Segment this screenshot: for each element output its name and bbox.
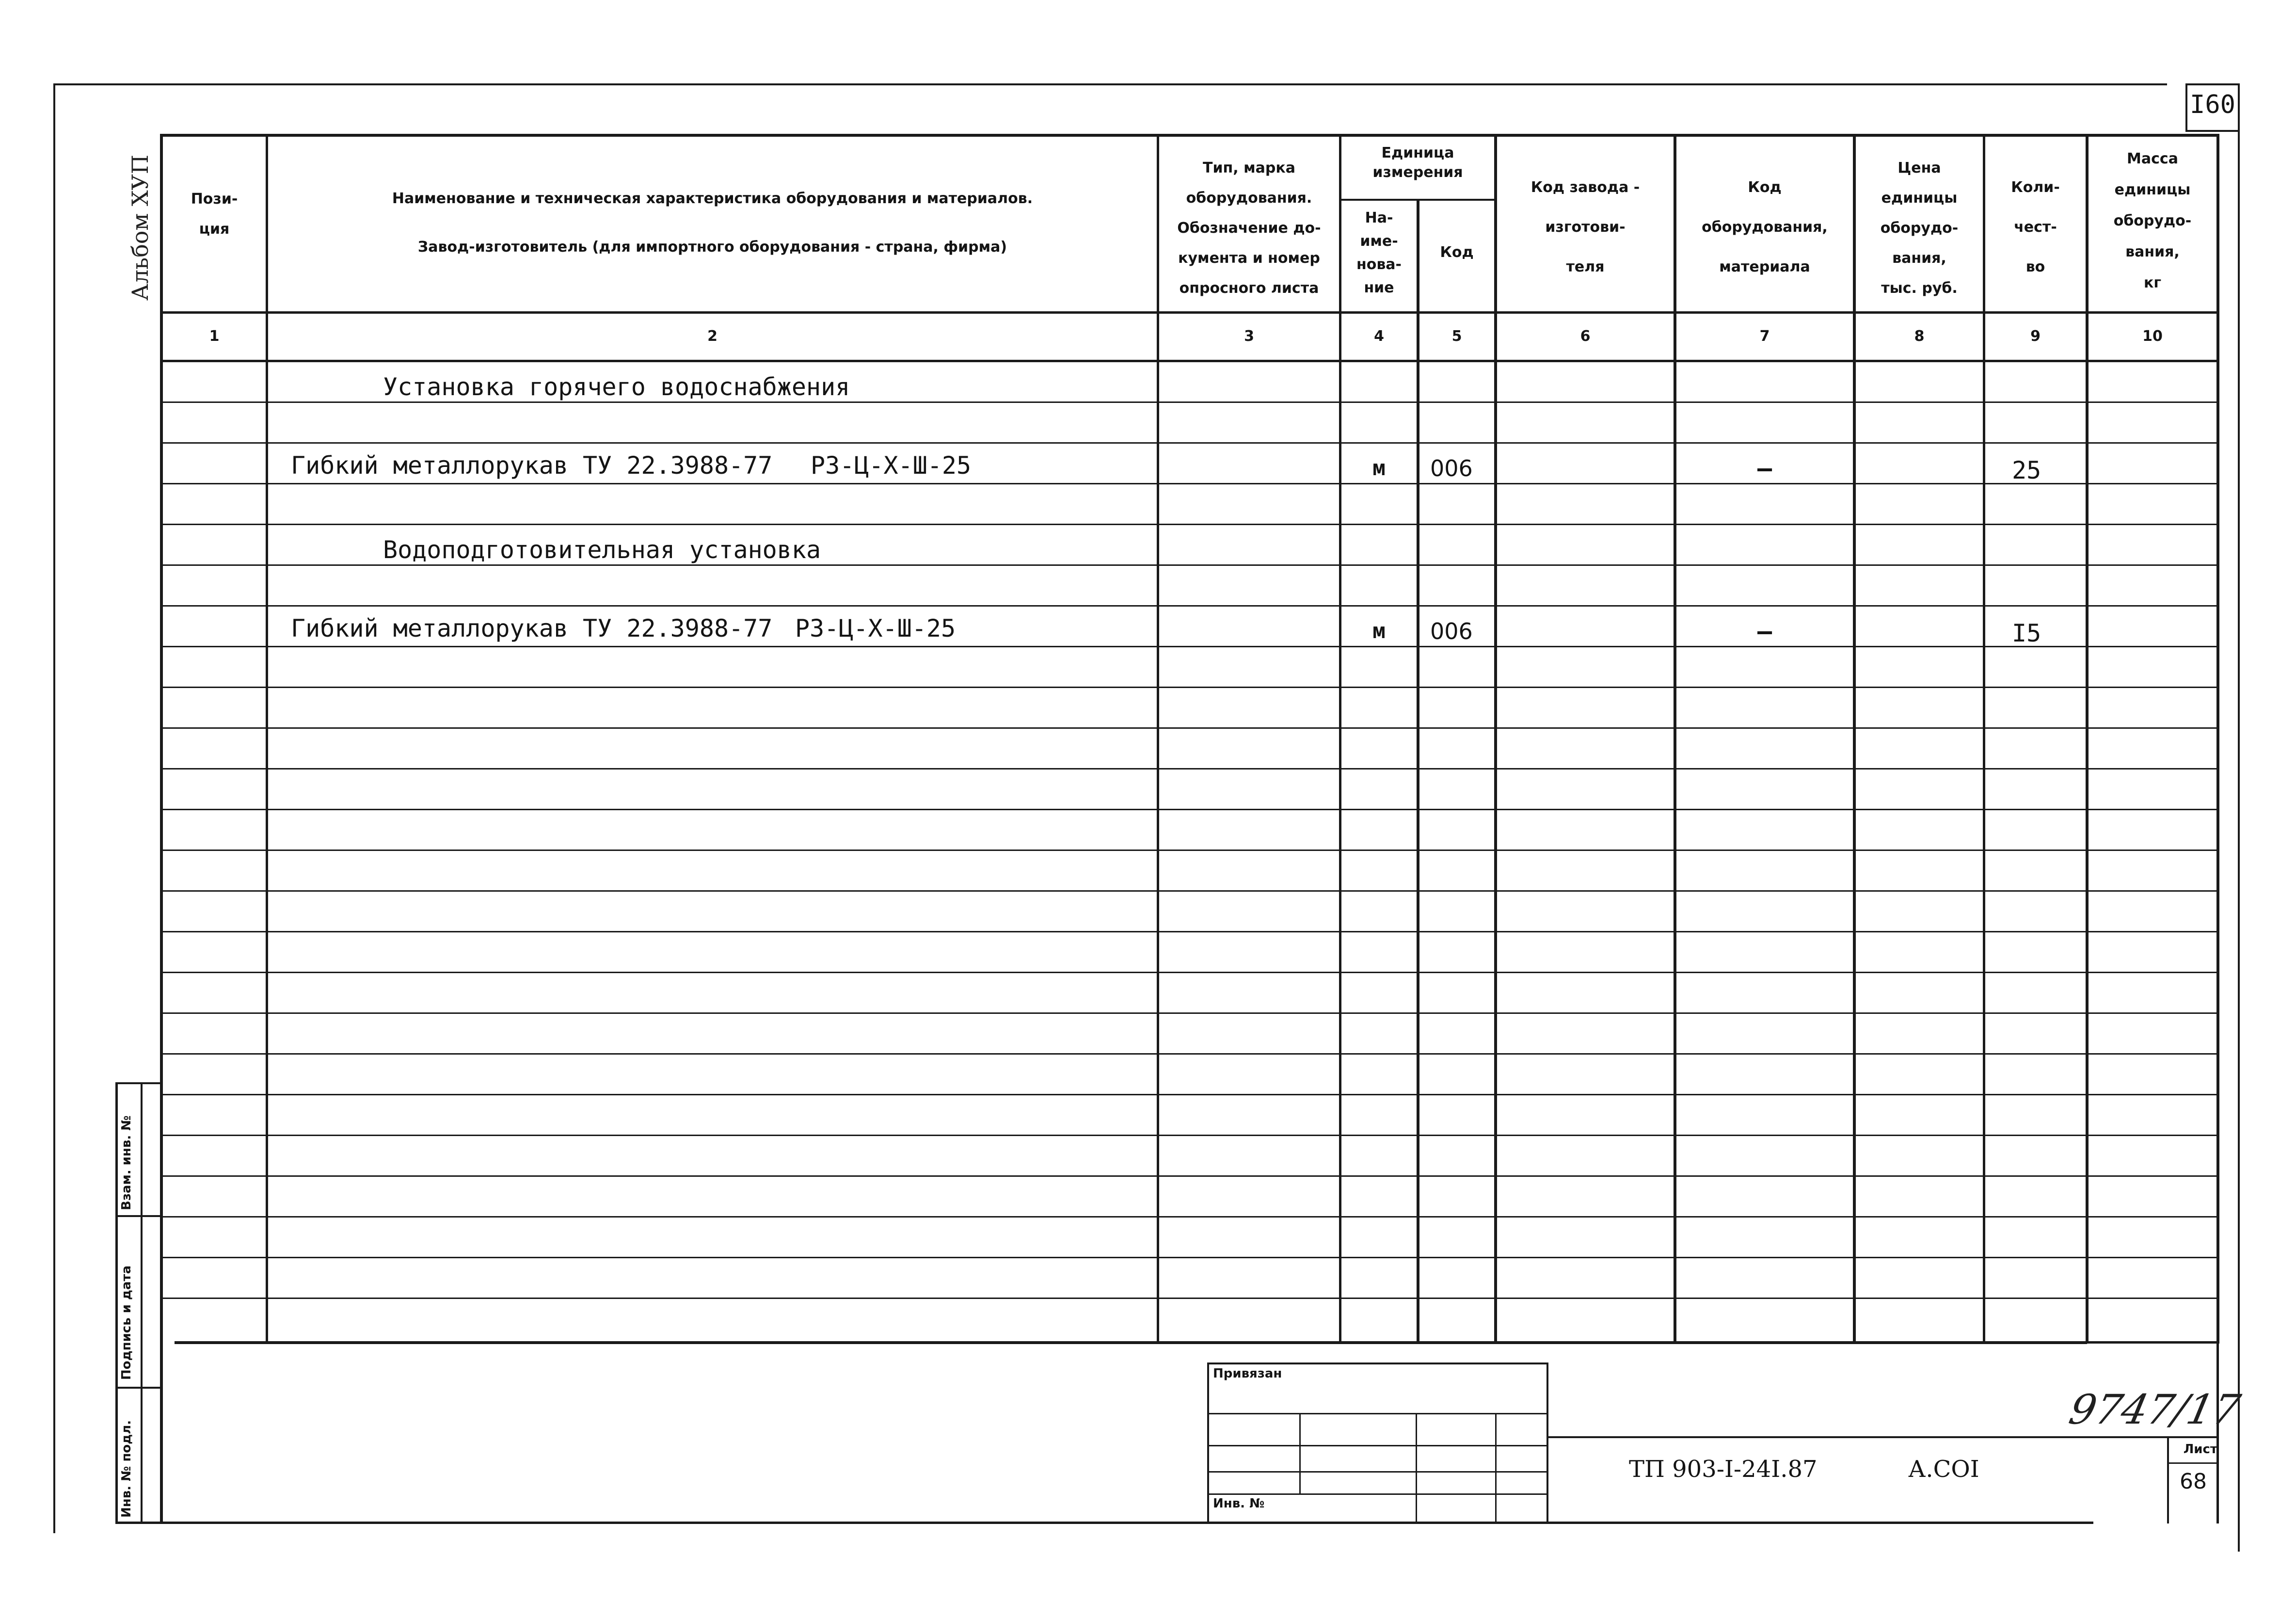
col-line-6 (1674, 134, 1676, 1343)
row-line (160, 1094, 2219, 1095)
doc-suffix: А.СОI (1908, 1456, 1979, 1483)
corner-box-bottom (2185, 130, 2238, 132)
header-col4-line1: На- (1365, 209, 1393, 226)
header-col7-line3: материала (1719, 258, 1810, 275)
row-line (160, 442, 2219, 444)
sheet-number: 68 (2180, 1469, 2207, 1494)
header-col2-line1: Наименование и техническая характеристика оборудования и материалов. (392, 190, 1033, 207)
col-line-10 (2216, 134, 2219, 1343)
item1-name: Гибкий металлорукав ТУ 22.3988-77 (291, 451, 773, 480)
header-col8-line2: единицы (1881, 190, 1958, 207)
colnum-7: 7 (1759, 328, 1770, 345)
row-line (160, 1298, 2219, 1299)
sheet-box-div (2167, 1462, 2218, 1464)
stamp-div-1 (115, 1215, 163, 1217)
item2-name: Гибкий металлорукав ТУ 22.3988-77 (291, 614, 773, 642)
header-col4-line2: име- (1360, 233, 1398, 250)
item1-equip-code: – (1757, 454, 1772, 482)
row-line (160, 687, 2219, 688)
col-line-2 (1157, 134, 1159, 1343)
col-line-4 (1417, 199, 1419, 1343)
colnum-6: 6 (1580, 328, 1591, 345)
colnum-2: 2 (707, 328, 718, 345)
col-line-9 (2086, 134, 2089, 1343)
header-col7 (1676, 168, 1853, 287)
row-line (160, 1012, 2219, 1014)
outer-frame-top (53, 83, 2167, 85)
stamp-top (115, 1082, 163, 1084)
col-line-3 (1339, 134, 1341, 1343)
row-line (160, 727, 2219, 729)
header-col8-line5: тыс. руб. (1881, 280, 1958, 297)
stamp-left-line (115, 1082, 118, 1523)
header-col3-line5: опросного листа (1179, 280, 1319, 297)
header-col10-line2: единицы (2114, 181, 2191, 198)
header-col10-line4: вания, (2125, 243, 2180, 260)
album-label: Альбом XУП (127, 155, 153, 301)
colnum-10: 10 (2142, 328, 2163, 345)
stamp-inv-podl: Инв. № подл. (119, 1420, 134, 1518)
col-line-5 (1494, 134, 1497, 1343)
header-col2-line2: Завод-изготовитель (для импортного оборудования - страна, фирма) (417, 239, 1007, 256)
inv-no-label: Инв. № (1213, 1496, 1265, 1511)
sheet-label: Лист (2183, 1442, 2217, 1457)
header-col3-line3: Обозначение до- (1177, 220, 1321, 237)
unit-group-divider (1339, 199, 1496, 201)
header-col6-line2: изготови- (1545, 219, 1626, 236)
row-line (160, 972, 2219, 973)
header-col1-line1: Пози- (191, 191, 238, 208)
header-col10 (2089, 144, 2216, 299)
header-unit-group (1341, 144, 1494, 182)
stamp-podpis-data: Подпись и дата (119, 1265, 134, 1380)
colnum-bottom (160, 360, 2219, 362)
header-col10-line5: кг (2143, 274, 2162, 291)
row-line (160, 483, 2219, 484)
header-col8-line3: оборудо- (1880, 220, 1959, 237)
handwritten-number: 9747/17 (2065, 1386, 2245, 1433)
header-col6-line3: теля (1566, 258, 1605, 275)
corner-box-top (2185, 83, 2238, 85)
col-line-7 (1853, 134, 1856, 1343)
row-line (160, 850, 2219, 851)
header-col4 (1341, 207, 1417, 300)
colnum-9: 9 (2030, 328, 2041, 345)
colnum-5: 5 (1451, 328, 1462, 345)
col-line-8 (1983, 134, 1985, 1343)
outer-frame-left (53, 83, 55, 1533)
privyazan-col-1 (1299, 1413, 1301, 1493)
header-col8-line4: вания, (1892, 250, 1946, 267)
header-col8 (1856, 153, 1983, 304)
header-col2 (268, 175, 1157, 272)
item1-qty: 25 (2012, 456, 2041, 484)
stamp-bottom (115, 1522, 2093, 1524)
item1-unit: м (1372, 456, 1386, 481)
header-col10-line3: оборудо- (2113, 212, 2192, 229)
row-line (160, 605, 2219, 607)
header-unit-group-line1: Единица (1381, 144, 1454, 161)
header-col4-line4: ние (1364, 279, 1394, 296)
header-col3-line4: кумента и номер (1178, 250, 1320, 267)
item1-mark: Р3-Ц-Х-Ш-25 (811, 451, 972, 480)
row-line (160, 564, 2219, 566)
doc-code: ТП 903-I-24I.87 (1629, 1456, 1818, 1483)
row-line (160, 1135, 2219, 1136)
header-col7-line1: Код (1748, 179, 1782, 196)
header-col6 (1497, 168, 1674, 287)
header-col7-line2: оборудования, (1702, 219, 1828, 236)
privyazan-col-3 (1495, 1413, 1497, 1523)
item2-equip-code: – (1757, 617, 1772, 645)
item1-code: 006 (1430, 455, 1473, 481)
row-line (160, 1053, 2219, 1055)
item2-unit: м (1372, 619, 1386, 643)
header-col9-line3: во (2025, 258, 2045, 275)
header-col9-line2: чест- (2014, 219, 2057, 236)
section2-title: Водоподготовительная установка (383, 536, 821, 564)
privyazan-left (1207, 1363, 1209, 1523)
privyazan-top (1207, 1363, 1547, 1364)
header-bottom (160, 311, 2219, 314)
stamp-vzam-inv: Взам. инв. № (119, 1115, 134, 1210)
privyazan-col-2 (1416, 1413, 1417, 1523)
colnum-4: 4 (1374, 328, 1384, 345)
header-col3-line2: оборудования. (1186, 190, 1312, 207)
privyazan-right (1547, 1363, 1548, 1523)
item2-qty: I5 (2012, 619, 2041, 647)
header-col1-line2: ция (199, 221, 230, 238)
header-col8-line1: Цена (1897, 160, 1941, 176)
header-col1 (163, 184, 266, 244)
header-col6-line1: Код завода - (1531, 179, 1640, 196)
header-col3-line1: Тип, марка (1203, 160, 1295, 176)
colnum-3: 3 (1244, 328, 1254, 345)
item2-code: 006 (1430, 618, 1473, 644)
doccode-top (1548, 1436, 2218, 1438)
stamp-div-2 (115, 1387, 163, 1389)
header-col9-line1: Коли- (2011, 179, 2060, 196)
item2-mark: Р3-Ц-Х-Ш-25 (795, 614, 956, 642)
header-col3 (1159, 153, 1339, 304)
row-line (160, 1216, 2219, 1218)
header-col5 (1419, 238, 1494, 268)
colnum-1: 1 (209, 328, 220, 345)
row-line (160, 809, 2219, 810)
table-top (160, 134, 2219, 137)
header-unit-group-line2: измерения (1372, 164, 1463, 181)
row-line (160, 768, 2219, 769)
header-col5-line1: Код (1440, 244, 1474, 261)
row-line (160, 401, 2219, 403)
row-line (160, 1175, 2219, 1177)
privyazan-label: Привязан (1213, 1366, 1282, 1381)
stamp-mid-line (141, 1082, 143, 1523)
colnum-8: 8 (1914, 328, 1925, 345)
row-line (160, 890, 2219, 892)
section1-title: Установка горячего водоснабжения (383, 373, 850, 401)
header-col4-line3: нова- (1356, 256, 1402, 273)
row-line (160, 524, 2219, 525)
header-col10-line1: Масса (2127, 150, 2178, 167)
row-line (160, 646, 2219, 647)
sheet-corner-number: I60 (2190, 90, 2235, 119)
table-bottom (175, 1341, 2087, 1344)
row-line (160, 931, 2219, 932)
header-col9 (1985, 168, 2086, 287)
col-line-1 (266, 134, 268, 1343)
titleblock-top-right (2086, 1341, 2219, 1344)
outer-frame-right (2238, 83, 2240, 1552)
row-line (160, 1257, 2219, 1258)
